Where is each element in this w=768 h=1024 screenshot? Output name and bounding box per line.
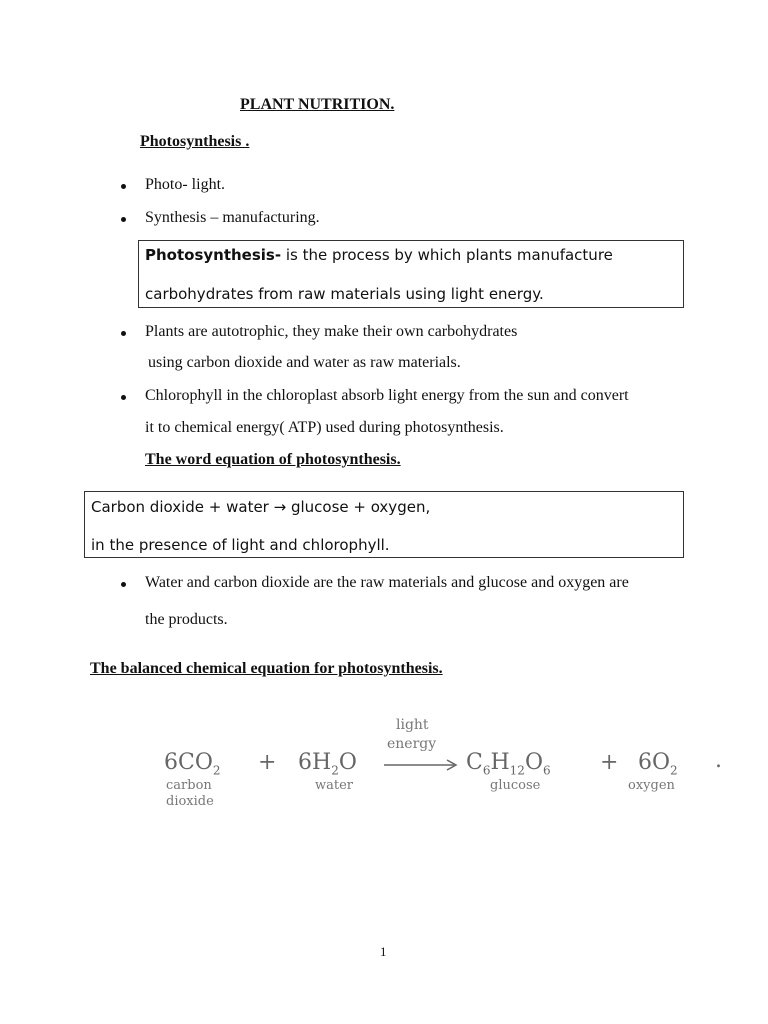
- bullet-icon: [121, 217, 126, 222]
- bullet-icon: [121, 395, 126, 400]
- chemical-equation: [150, 712, 730, 812]
- h2o-formula: $6H_2O$: [298, 750, 357, 778]
- bullet-icon: [121, 582, 126, 587]
- balanced-equation-heading: The balanced chemical equation for photosynthesis.: [90, 660, 443, 677]
- page-number: 1: [380, 944, 387, 959]
- reaction-arrow-icon: [384, 758, 460, 772]
- definition-term: Photosynthesis-: [145, 246, 282, 264]
- bullet-synthesis: Synthesis – manufacturing.: [145, 209, 320, 226]
- plus-sign: +: [600, 750, 619, 775]
- label-carbon: carbon: [166, 778, 212, 793]
- definition-line-1: [145, 246, 613, 264]
- arrow-label-light: light: [396, 717, 429, 733]
- plus-sign: +: [258, 750, 277, 775]
- label-dioxide: dioxide: [166, 794, 214, 809]
- word-equation-line-2: in the presence of light and chlorophyll.: [91, 536, 390, 554]
- chlorophyll-line-2: it to chemical energy( ATP) used during photosynthesis.: [145, 419, 504, 436]
- bullet-photo: Photo- light.: [145, 176, 226, 193]
- label-glucose: glucose: [490, 778, 541, 793]
- raw-materials-line-2: the products.: [145, 611, 228, 628]
- co2-formula: $6CO_2$: [164, 750, 221, 778]
- label-water: water: [315, 778, 354, 793]
- o2-formula: $6O_2$: [638, 750, 678, 778]
- raw-materials-line-1: Water and carbon dioxide are the raw materials and glucose and oxygen are: [145, 574, 629, 591]
- section-heading-photosynthesis: Photosynthesis .: [140, 133, 250, 150]
- arrow-label-energy: energy: [387, 736, 437, 752]
- equation-dot: .: [715, 748, 722, 773]
- label-oxygen: oxygen: [628, 778, 675, 793]
- autotrophic-line-1: Plants are autotrophic, they make their own carbohydrates: [145, 323, 518, 340]
- page-title: PLANT NUTRITION.: [240, 96, 395, 113]
- chlorophyll-line-1: Chlorophyll in the chloroplast absorb light energy from the sun and convert: [145, 387, 629, 404]
- definition-text: is the process by which plants manufacture: [281, 246, 613, 264]
- definition-line-2: carbohydrates from raw materials using light energy.: [145, 285, 544, 303]
- word-equation-line-1: Carbon dioxide + water → glucose + oxygen,: [91, 498, 431, 516]
- bullet-icon: [121, 331, 126, 336]
- bullet-icon: [121, 184, 126, 189]
- autotrophic-line-2: using carbon dioxide and water as raw materials.: [148, 354, 461, 371]
- glucose-formula: $C_6H_{12}O_6$: [466, 750, 551, 778]
- word-equation-heading: The word equation of photosynthesis.: [145, 451, 401, 468]
